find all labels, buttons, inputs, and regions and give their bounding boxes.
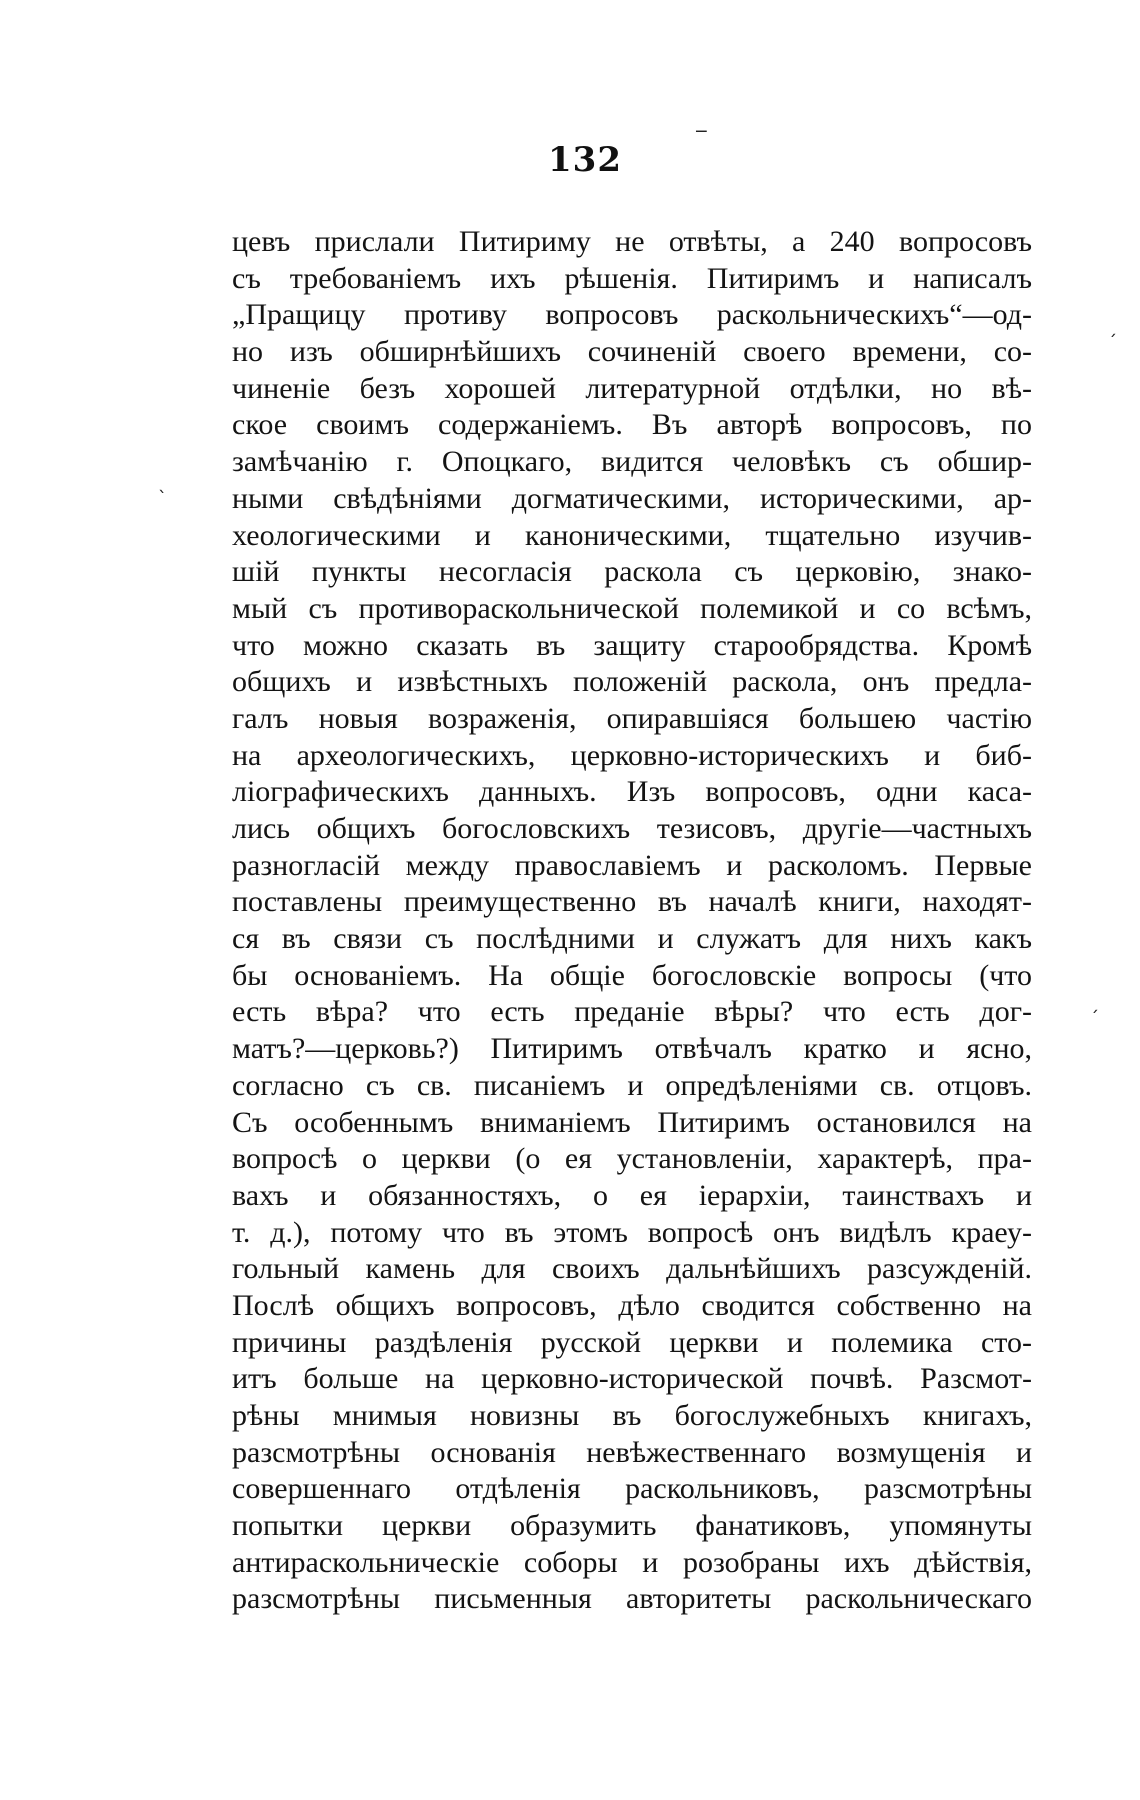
text-line: Съ особеннымъ вниманіемъ Питиримъ остановился на	[232, 1105, 1032, 1139]
print-speck: ˊ	[1090, 1008, 1099, 1029]
text-line: разногласій между православіемъ и расколомъ. Первые	[232, 848, 1032, 882]
text-line: разсмотрѣны письменныя авторитеты раскольническаго	[232, 1582, 1032, 1616]
text-line: бы основаніемъ. На общіе богословскіе вопросы (что	[232, 958, 1032, 992]
text-line: цевъ прислали Питириму не отвѣты, а 240 вопросовъ	[232, 225, 1032, 258]
text-line: т. д.), потому что въ этомъ вопросѣ онъ видѣлъ краеу-	[232, 1215, 1032, 1249]
text-line: причины раздѣленія русской церкви и полемика сто-	[232, 1325, 1032, 1359]
text-line: Послѣ общихъ вопросовъ, дѣло сводится собственно на	[232, 1288, 1032, 1322]
text-line: совершеннаго отдѣленія раскольниковъ, разсмотрѣны	[232, 1472, 1032, 1506]
text-line: ліографическихъ данныхъ. Изъ вопросовъ, одни каса-	[232, 775, 1032, 809]
text-line: галъ новыя возраженія, опиравшіяся большею частію	[232, 701, 1032, 735]
text-line: есть вѣра? что есть преданіе вѣры? что есть дог-	[232, 995, 1032, 1029]
text-line: вахъ и обязанностяхъ, о ея іерархіи, таинствахъ и	[232, 1178, 1032, 1212]
text-line: что можно сказать въ защиту старообрядства. Кромѣ	[232, 628, 1032, 662]
text-line: ными свѣдѣніями догматическими, историческими, ар-	[232, 481, 1032, 515]
text-line: попытки церкви образумить фанатиковъ, упомянуты	[232, 1509, 1032, 1543]
text-line: антираскольническіе соборы и розобраны ихъ дѣйствія,	[232, 1545, 1032, 1579]
text-line: итъ больше на церковно-исторической почвѣ. Разсмот-	[232, 1362, 1032, 1396]
text-line: хеологическими и каноническими, тщательно изучив-	[232, 518, 1032, 552]
page-number: 132	[548, 140, 622, 180]
text-line: на археологическихъ, церковно-историческихъ и биб-	[232, 738, 1032, 772]
text-line: рѣны мнимыя новизны въ богослужебныхъ книгахъ,	[232, 1399, 1032, 1432]
text-line: замѣчанію г. Опоцкаго, видится человѣкъ съ обшир-	[232, 445, 1032, 479]
print-speck: ˋ	[158, 488, 167, 509]
text-line: но изъ обширнѣйшихъ сочиненій своего времени, со-	[232, 335, 1032, 369]
text-line: вопросѣ о церкви (о ея установленіи, характерѣ, пра-	[232, 1142, 1032, 1176]
text-line: шій пункты несогласія раскола съ церковію, знако-	[232, 555, 1032, 589]
text-line: ся въ связи съ послѣдними и служатъ для нихъ какъ	[232, 922, 1032, 956]
print-speck: ˊ	[1108, 332, 1117, 353]
body-text	[232, 224, 1032, 1618]
text-line: мый съ противораскольнической полемикой и со всѣмъ,	[232, 591, 1032, 625]
text-line: общихъ и извѣстныхъ положеній раскола, онъ предла-	[232, 665, 1032, 699]
text-line: матъ?—церковь?) Питиримъ отвѣчалъ кратко и ясно,	[232, 1032, 1032, 1066]
text-line: лись общихъ богословскихъ тезисовъ, другіе—частныхъ	[232, 812, 1032, 845]
text-line: съ требованіемъ ихъ рѣшенія. Питиримъ и написалъ	[232, 261, 1032, 295]
text-line: поставлены преимущественно въ началѣ книги, находят-	[232, 885, 1032, 919]
text-line: разсмотрѣны основанія невѣжественнаго возмущенія и	[232, 1435, 1032, 1469]
print-speck: ‒	[695, 118, 708, 142]
text-line: согласно съ св. писаніемъ и опредѣленіями св. отцовъ.	[232, 1068, 1032, 1102]
text-line: ское своимъ содержаніемъ. Въ авторѣ вопросовъ, по	[232, 408, 1032, 442]
text-line: гольный камень для своихъ дальнѣйшихъ разсужденій.	[232, 1252, 1032, 1286]
text-line: „Пращицу противу вопросовъ раскольническихъ“—од-	[232, 298, 1032, 332]
text-line: чиненіе безъ хорошей литературной отдѣлки, но вѣ-	[232, 371, 1032, 405]
